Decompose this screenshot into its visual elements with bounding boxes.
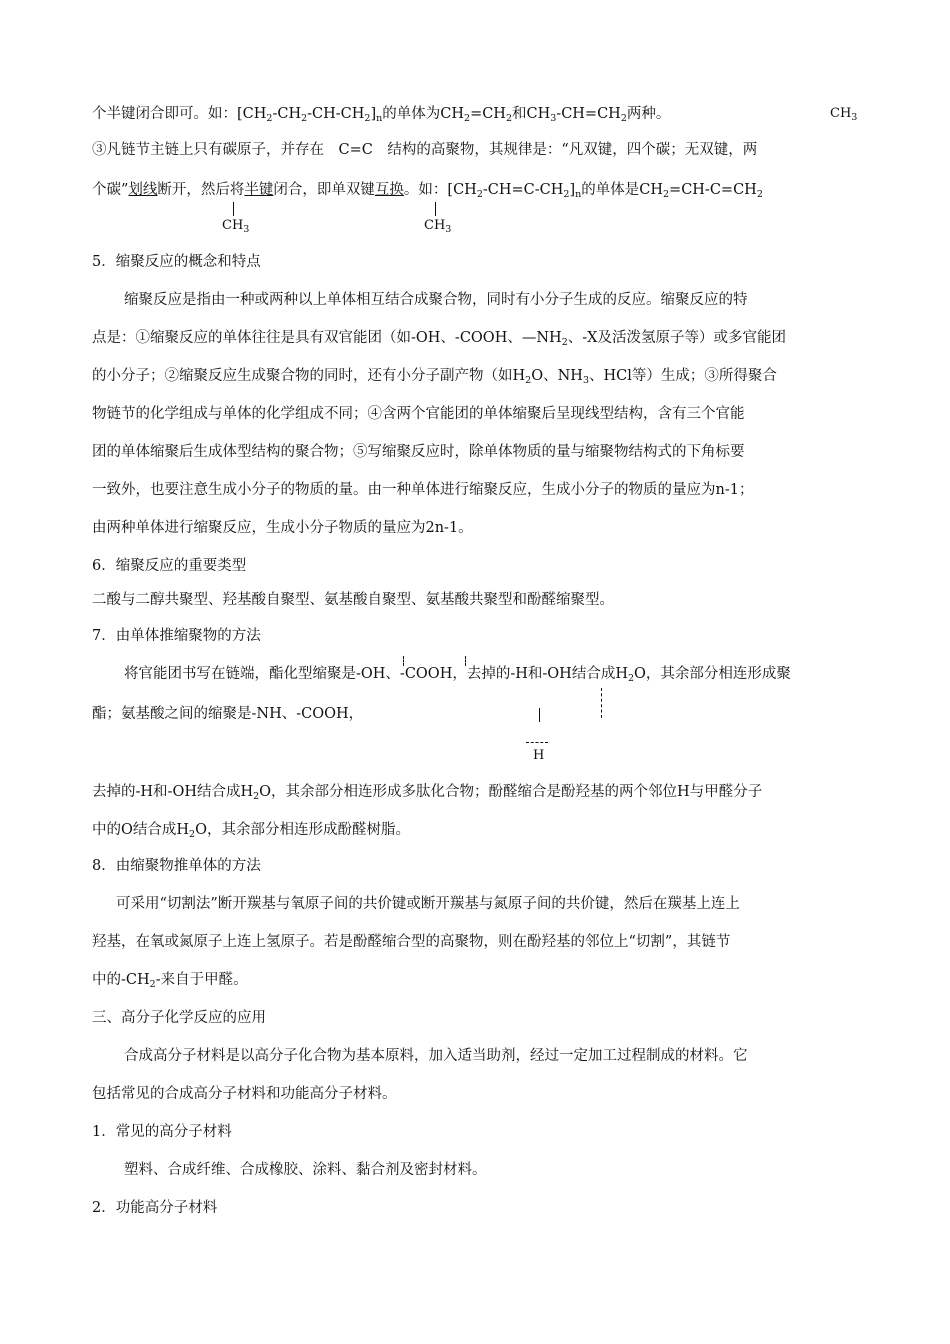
subheading-2: 2．功能高分子材料	[92, 1200, 218, 1216]
methyl-label-right: $CH_3$	[830, 106, 858, 123]
cut-mark	[526, 742, 548, 743]
paragraph-5-line-5: 团的单体缩聚后生成体型结构的聚合物；⑤写缩聚反应时，除单体物质的量与缩聚物结构式的下角标要	[92, 444, 745, 460]
section-heading-8: 8．由缩聚物推单体的方法	[92, 858, 261, 874]
part-heading-3: 三、高分子化学反应的应用	[92, 1010, 266, 1026]
methyl-label: $CH_3$	[222, 218, 250, 235]
section-heading-5: 5．缩聚反应的概念和特点	[92, 254, 261, 270]
paragraph-5-line-7: 由两种单体进行缩聚反应，生成小分子物质的量应为2n-1。	[92, 520, 473, 536]
bond-line	[233, 202, 234, 216]
section-heading-7: 7．由单体推缩聚物的方法	[92, 628, 261, 644]
paragraph-7-line-1: 将官能团书写在链端，酯化型缩聚是-OH、-COOH，去掉的-H和-OH结合成$H_2O$，其余部分相连形成聚	[124, 666, 791, 684]
methyl-label: $CH_3$	[424, 218, 452, 235]
paragraph-5-line-3: 的小分子；②缩聚反应生成聚合物的同时，还有小分子副产物（如$H_2O$、$NH_3$、HCl等）生成；③所得聚合	[92, 368, 777, 386]
paragraph-7-line-3: 去掉的-H和-OH结合成$H_2O$，其余部分相连形成多肽化合物；酚醛缩合是酚羟基的两个邻位H与甲醛分子	[92, 784, 763, 802]
bond-line	[435, 202, 436, 216]
paragraph-5-line-4: 物链节的化学组成与单体的化学组成不同；④含两个官能团的单体缩聚后呈现线型结构，含有三个官能	[92, 406, 745, 422]
paragraph-7-line-4: 中的O结合成$H_2O$，其余部分相连形成酚醛树脂。	[92, 822, 410, 840]
text-line-3: 个碳”划线断开，然后将半键闭合，即单双键互换。如：$[CH_2-CH=C-CH_2]_n$的单体是$CH_2=CH-C=CH_2$	[92, 182, 763, 200]
paragraph-5-line-6: 一致外，也要注意生成小分子的物质的量。由一种单体进行缩聚反应，生成小分子的物质的量应为n-1；	[92, 482, 754, 498]
paragraph-5-line-2: 点是：①缩聚反应的单体往往是具有双官能团（如-OH、-COOH、$—NH_2$、-X及活泼氢原子等）或多官能团	[92, 330, 786, 348]
text-line-2: ③凡链节主链上只有碳原子，并存在 C=C 结构的高聚物，其规律是：“凡双键，四个碳；无双键，两	[92, 142, 758, 158]
cut-mark	[465, 656, 466, 666]
section-heading-6: 6．缩聚反应的重要类型	[92, 558, 247, 574]
paragraph-8-line-3: 中的$-CH_2-$来自于甲醛。	[92, 972, 248, 990]
bond-line	[539, 708, 540, 722]
paragraph-part3-line-1: 合成高分子材料是以高分子化合物为基本原料，加入适当助剂，经过一定加工过程制成的材料。它	[124, 1048, 748, 1064]
text-line-1: 个半键闭合即可。如：$[CH_2-CH_2-CH-CH_2]_n$的单体为$CH_2=CH_2$和$CH_3-CH=CH_2$两种。	[92, 106, 671, 124]
subparagraph-1: 塑料、合成纤维、合成橡胶、涂料、黏合剂及密封材料。	[124, 1162, 487, 1178]
hydrogen-label: H	[533, 748, 545, 763]
paragraph-5-line-1: 缩聚反应是指由一种或两种以上单体相互结合成聚合物，同时有小分子生成的反应。缩聚反应的特	[124, 292, 748, 308]
cut-mark	[403, 656, 404, 666]
paragraph-part3-line-2: 包括常见的合成高分子材料和功能高分子材料。	[92, 1086, 397, 1102]
paragraph-8-line-2: 羟基，在氧或氮原子上连上氢原子。若是酚醛缩合型的高聚物，则在酚羟基的邻位上“切割”，其链节	[92, 934, 731, 950]
subheading-1: 1．常见的高分子材料	[92, 1124, 232, 1140]
cut-mark	[601, 688, 602, 718]
paragraph-8-line-1: 可采用“切割法”断开羰基与氧原子间的共价键或断开羰基与氮原子间的共价键，然后在羰基上连上	[116, 896, 740, 912]
paragraph-7-line-2: 酯；氨基酸之间的缩聚是-NH、-COOH，	[92, 706, 364, 722]
paragraph-6: 二酸与二醇共聚型、羟基酸自聚型、氨基酸自聚型、氨基酸共聚型和酚醛缩聚型。	[92, 592, 614, 608]
